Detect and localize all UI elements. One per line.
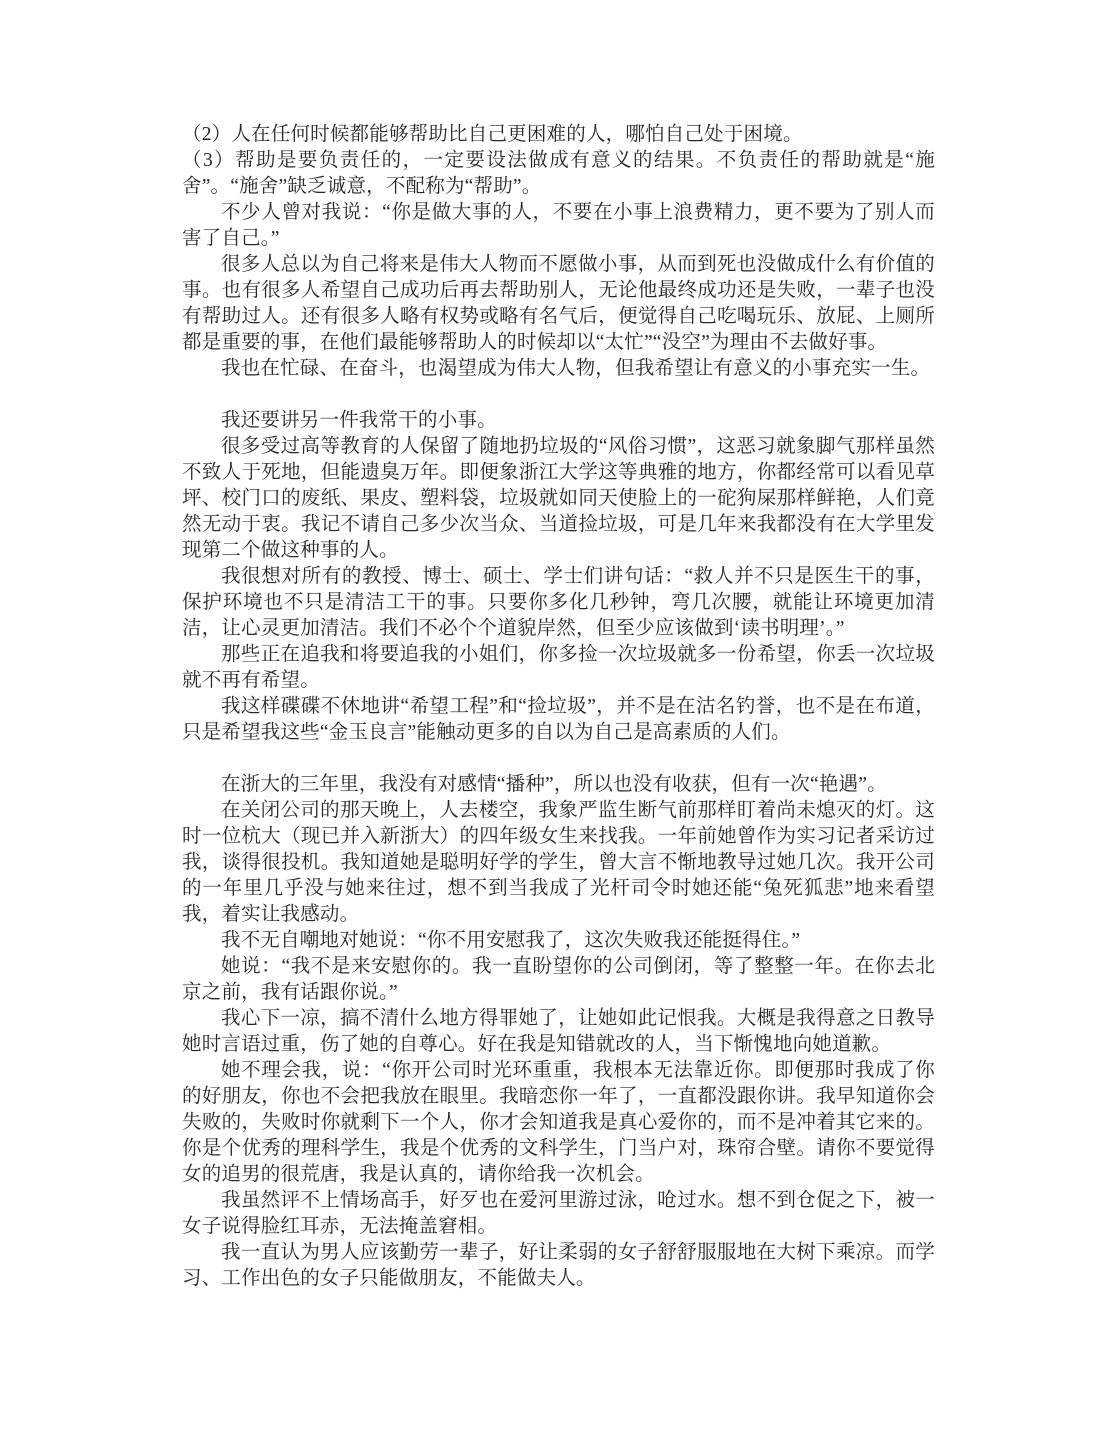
paragraph: （2）人在任何时候都能够帮助比自己更困难的人，哪怕自己处于困境。 — [182, 124, 803, 145]
paragraph-spacer — [182, 382, 935, 408]
paragraph: 她不理会我，说：“你开公司时光环重重，我根本无法靠近你。即便那时我成了你的好朋友，你也不会把我放在眼里。我暗恋你一年了，一直都没跟你讲。我早知道你会失败的，失败时你就剩下一个人，你才会知道我是真心爱你的，而不是冲着其它来的。你是个优秀的理科学生，我是个优秀的文科学生，门当户对，珠帘合壁。请你不要觉得女的追男的很荒唐，我是认真的，请你给我一次机会。 — [182, 1060, 935, 1185]
paragraph-spacer — [182, 746, 935, 772]
paragraph: 在浙大的三年里，我没有对感情“播种”，所以也没有收获，但有一次“艳遇”。 — [221, 774, 887, 795]
document-body — [182, 122, 935, 1292]
paragraph: 我还要讲另一件我常干的小事。 — [221, 410, 497, 431]
paragraph: 那些正在追我和将要追我的小姐们，你多捡一次垃圾就多一份希望，你丢一次垃圾就不再有希望。 — [182, 644, 935, 691]
paragraph: （3）帮助是要负责任的，一定要设法做成有意义的结果。不负责任的帮助就是“施舍”。“施舍”缺乏诚意，不配称为“帮助”。 — [182, 150, 935, 197]
paragraph: 她说：“我不是来安慰你的。我一直盼望你的公司倒闭，等了整整一年。在你去北京之前，我有话跟你说。” — [182, 956, 935, 1003]
paragraph: 很多受过高等教育的人保留了随地扔垃圾的“风俗习惯”，这恶习就象脚气那样虽然不致人于死地，但能遗臭万年。即便象浙江大学这等典雅的地方，你都经常可以看见草坪、校门口的废纸、果皮、塑料袋，垃圾就如同天使脸上的一砣狗屎那样鲜艳，人们竟然无动于衷。我记不请自己多少次当众、当道捡垃圾，可是几年来我都没有在大学里发现第二个做这种事的人。 — [182, 436, 935, 561]
paragraph: 我很想对所有的教授、博士、硕士、学士们讲句话：“救人并不只是医生干的事，保护环境也不只是清洁工干的事。只要你多化几秒钟，弯几次腰，就能让环境更加清洁，让心灵更加清洁。我们不必个个道貌岸然，但至少应该做到‘读书明理’。” — [182, 566, 935, 639]
paragraph: 在关闭公司的那天晚上，人去楼空，我象严监生断气前那样盯着尚未熄灭的灯。这时一位杭大（现已并入新浙大）的四年级女生来找我。一年前她曾作为实习记者采访过我，谈得很投机。我知道她是聪明好学的学生，曾大言不惭地教导过她几次。我开公司的一年里几乎没与她来往过，想不到当我成了光杆司令时她还能“兔死狐悲”地来看望我，着实让我感动。 — [182, 800, 935, 925]
paragraph: 很多人总以为自己将来是伟大人物而不愿做小事，从而到死也没做成什么有价值的事。也有很多人希望自己成功后再去帮助别人，无论他最终成功还是失败，一辈子也没有帮助过人。还有很多人略有权势或略有名气后，便觉得自己吃喝玩乐、放屁、上厕所都是重要的事，在他们最能够帮助人的时候却以“太忙”“没空”为理由不去做好事。 — [182, 254, 935, 353]
paragraph: 我也在忙碌、在奋斗，也渴望成为伟大人物，但我希望让有意义的小事充实一生。 — [221, 358, 931, 379]
paragraph: 不少人曾对我说：“你是做大事的人，不要在小事上浪费精力，更不要为了别人而害了自己。” — [182, 202, 935, 249]
paragraph: 我这样碟碟不休地讲“希望工程”和“捡垃圾”，并不是在沽名钓誉，也不是在布道，只是希望我这些“金玉良言”能触动更多的自以为自己是高素质的人们。 — [182, 696, 935, 743]
paragraph: 我心下一凉，搞不清什么地方得罪她了，让她如此记恨我。大概是我得意之日教导她时言语过重，伤了她的自尊心。好在我是知错就改的人，当下惭愧地向她道歉。 — [182, 1008, 935, 1055]
paragraph: 我虽然评不上情场高手，好歹也在爱河里游过泳，呛过水。想不到仓促之下，被一女子说得脸红耳赤，无法掩盖窘相。 — [182, 1190, 935, 1237]
paragraph: 我不无自嘲地对她说：“你不用安慰我了，这次失败我还能挺得住。” — [221, 930, 801, 951]
paragraph: 我一直认为男人应该勤劳一辈子，好让柔弱的女子舒舒服服地在大树下乘凉。而学习、工作出色的女子只能做朋友，不能做夫人。 — [182, 1242, 935, 1289]
